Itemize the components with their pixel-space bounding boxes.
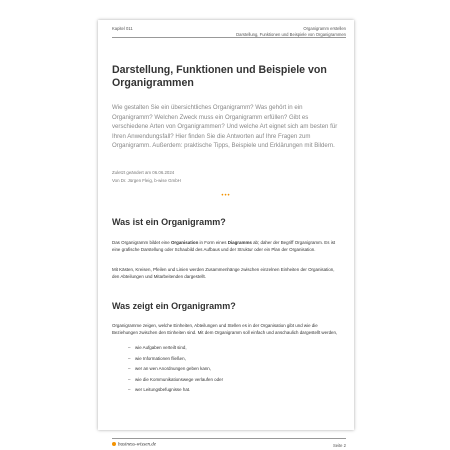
header-subtitle: Darstellung, Funktionen und Beispiele von Organigrammen	[236, 32, 346, 37]
list-item	[128, 356, 340, 367]
list-item	[128, 387, 340, 398]
purpose-list	[128, 345, 340, 398]
header-topic: Organigramm erstellen	[303, 26, 346, 31]
logo-dot-icon	[112, 442, 116, 446]
list-item-text: wie Aufgaben verteilt sind,	[135, 345, 187, 350]
updated-date: Zuletzt geändert am 06.06.2024	[112, 170, 175, 175]
text-run: in Form eines	[198, 240, 228, 245]
page-header	[112, 25, 346, 41]
footer-divider	[112, 438, 346, 439]
section-heading-what-shows: Was zeigt ein Organigramm?	[112, 301, 236, 311]
text-run: Das Organigramm bildet eine	[112, 240, 171, 245]
dash-bullet: –	[128, 345, 131, 350]
text-run: ab; daher der Begriff Organigramm. Es ist eine grafische Darstellung oder Schaubild des Aufbaus und der Struktur oder ein Plan der Organisation.	[112, 240, 336, 252]
bold-term-diagramm: Diagramms	[227, 240, 252, 245]
dash-bullet: –	[128, 376, 131, 382]
list-item-text: wer Leitungsbefugnisse hat.	[135, 387, 191, 393]
elements-paragraph: Mit Kästen, Kreisen, Pfeilen und Linien werden Zusammenhänge zwischen einzelnen Einheiten der Organisation, den Abteilungen und Mitarbeitenden dargestellt.	[112, 267, 335, 279]
section-divider-dots: •••	[221, 193, 231, 199]
section-heading-what-is: Was ist ein Organigramm?	[112, 217, 226, 227]
intro-paragraph: Wie gestalten Sie ein übersichtliches Organigramm? Was gehört in ein Organigramm? Welchen Zweck muss ein Organigramm erfüllen? Gibt es verschiedene Arten von Organigrammen? Und welche Art eignet sich am besten für Ihren Anwendungsfall? Hier finden Sie die Antworten auf Ihre Fragen zum Organigramm. Außerdem: praktische Tipps, Beispiele und Erklärungen mit Bildern.	[112, 104, 338, 150]
header-divider	[112, 37, 346, 38]
bold-term-organisation: Organisation	[170, 240, 199, 245]
list-item	[128, 366, 340, 377]
document-page	[98, 20, 354, 448]
page-title: Darstellung, Funktionen und Beispiele von Organigrammen	[112, 64, 327, 89]
author-line: Von Dr. Jürgen Fleig, b-wise GmbH	[112, 178, 181, 183]
purpose-paragraph: Organigramme zeigen, welche Einheiten, Abteilungen und Stellen es in der Organisation gibt und wie die Beziehungen zwischen den Einheiten sind. Mit dem Organigramm soll einfach und anschaulich dargestellt werden,	[112, 323, 338, 335]
list-item	[128, 377, 340, 388]
definition-paragraph	[112, 240, 340, 254]
list-item-text: wie Informationen fließen,	[135, 355, 186, 361]
header-chapter: Kapitel 011	[112, 26, 133, 31]
list-item	[128, 345, 340, 356]
list-item-text: wie die Kommunikationswege verlaufen oder	[135, 376, 224, 382]
page-number: Seite 2	[332, 443, 346, 448]
logo-text: business-wissen.de	[118, 442, 156, 448]
dash-bullet: –	[128, 387, 131, 393]
dash-bullet: –	[128, 366, 131, 372]
footer-logo[interactable]	[112, 442, 156, 448]
dash-bullet: –	[128, 355, 131, 361]
list-item-text: wer an wen Anordnungen geben kann,	[135, 366, 211, 372]
